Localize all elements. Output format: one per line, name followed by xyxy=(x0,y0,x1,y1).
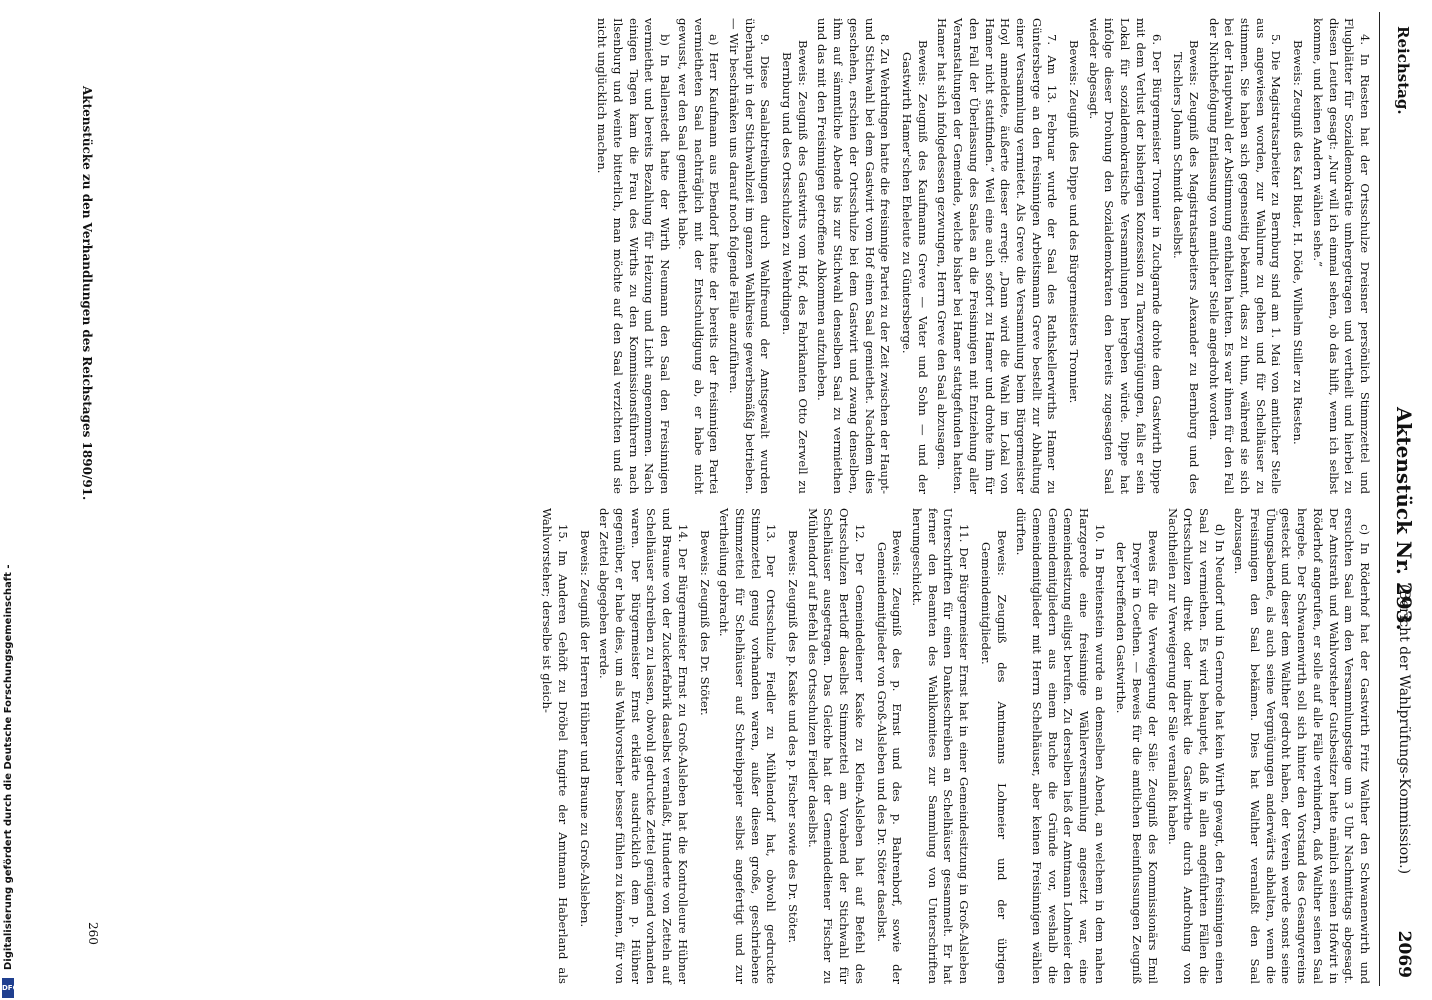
proof-paragraph: Beweis: Zeugniß des Dr. Stöter. xyxy=(697,530,712,716)
paragraph: 14. Der Bürgermeister Ernst zu Groß-Alsleben hat die Kontrolleure Hübner und Braune von der Zuckerfabrik daselbst veranlaßt, Hunderte von Zetteln auf Schelhäuser schreiben zu lassen, obwohl gedruckte Zettel genügend vorhanden waren. Der Bürgermeister Ernst erklärte ausdrücklich dem p. Hübner gegenüber, er habe dies, um als Wahlvorsteher besser fühlen zu können, für von der Zettel abgegeben werde. xyxy=(597,508,690,984)
paragraph: 9. Diese Saalabtreibungen durch Wahlfreund der Amtsgewalt wurden überhaupt in der Stichwahlzeit im ganzen Wahlkreise gewerbsmäßig betrieben. — Wir beschränken uns darauf noch folgende Fälle anzuführen. xyxy=(726,18,773,494)
proof-paragraph: Beweis: Zeugniß des p. Kaske und des p. Fischer sowie des Dr. Stöter. xyxy=(786,530,801,944)
paragraph: 12. Der Gemeindediener Kaske zu Klein-Alsleben hat auf Befehl des Ortsschulzen Bertloff daselbst Stimmzettel am Vorabend der Stichwahl für Schelhäuser ausgetragen. Das Gleiche hat der Gemeindediener Fischer zu Mühlendorf auf Befehl des Ortsschulzen Fiedler daselbst. xyxy=(805,508,867,984)
header-left: Reichstag. xyxy=(1394,26,1412,115)
paragraph: d) In Neudorf und in Gernrode hat kein Wirth gewagt, den freisinnigen einen Saal zu vermiethen. Es wird behauptet, daß in allen angeführten Fällen die Ortsschulzen direkt oder indirekt die Gastwirthe durch Androhung von Nachtheilen zur Verweigerung der Säle veranlaßt haben. xyxy=(1165,508,1227,984)
proof-paragraph: Beweis für die Verweigerung der Säle: Zeugniß des Kommissionärs Emil Dreyer in Coethen. — Beweis für die amtlichen Beeinflussungen Zeugniß der betreffenden Gastwirthe. xyxy=(1114,530,1160,984)
paragraph: 5. Die Magistratsarbeiter zu Bernburg sind am 1. Mai von amtlicher Stelle aus angewiesen worden, zur Wahlurne zu gehen und für Schelhäuser zu stimmen. Sie haben sich gegenseitig bekannt, dass zu thun, während sie sich bei der Hauptwahl der Abstimmung enthalten hatten. Es war ihnen für den Fall der Nichtbefolgung Entlassung von amtlicher Stelle angedroht worden. xyxy=(1206,18,1284,494)
footer-source: Aktenstücke zu den Verhandlungen des Reichstages 1890/91. xyxy=(80,86,94,501)
proof-paragraph: Beweis: Zeugniß des Magistratsarbeiters Alexander zu Bernburg und des Tischlers Johann Schmidt daselbst. xyxy=(1171,40,1201,494)
proof-paragraph: Beweis: Zeugniß des Kaufmanns Greve — Vater und Sohn — und der Gastwirth Hamer'schen Eheleute zu Güntersberge. xyxy=(900,40,930,494)
scanned-page xyxy=(37,4,1432,994)
page-number: 2069 xyxy=(1394,930,1414,978)
paragraph: c) In Röderhof hat der Gastwirth Fritz Walther den Schwanenwirth und ersuchten Saal am den Versammlungstage um 3 Uhr Nachmittags abgesagt. Der Amtsrath und Wahlvorsteher Gutsbesitzer hatte nämlich seinen Hofwirt in Röderhof angerufen, er solle auf alle Fälle verhindern, daß Walther seinen Saal hergebe. Der Schwanenwirth soll sich hinter den Vorstand des Gesangvereins gesteckt und dieser dem Walther gedroht haben, der Verein werde sonst seine Übungsabende, als auch seine Vergnügungen anderwärts abhalten, wenn die Freisinnigen den Saal bekämen. Dies hat Walther veranlaßt den Saal abzusagen. xyxy=(1232,508,1372,984)
paragraph: 6. Der Bürgermeister Tronnier in Zuchgarnde drohte dem Gastwirth Dippe mit dem Verlust der bisherigen Konzession zu Tanzvergnügungen, falls er sein Lokal für sozialdemokratische Versammlungen hergeben würde. Dippe hat infolge dieser Drohung den Sozialdemokraten den bereits zugesagten Saal wieder abgesagt. xyxy=(1086,18,1164,494)
paragraph: b) In Ballenstedt hatte der Wirth Neumann den Saal den Freisinnigen vermiethet und bereits Bezahlung für Heizung und Licht angenommen. Nach einigen Tagen kam die Frau des Wirths zu den Kommissionsführern nach Ilsenburg und weinte bitterlich, man möchte auf den Saal verzichten und sie nicht unglücklich machen. xyxy=(595,18,673,494)
credit-text: Digitalisierung gefördert durch die Deutsche Forschungsgemeinschaft - xyxy=(3,564,14,970)
paragraph: 13. Der Ortsschulze Fiedler zu Mühlendorf hat, obwohl gedruckte Stimmzettel genug vorhanden waren, außer diesen große, geschriebene Stimmzettel für Schelhäuser auf Schreibpapier selbst angefertigt und zur Vertheilung gebracht. xyxy=(717,508,779,984)
proof-paragraph: Beweis: Zeugniß des Gastwirts vom Hof, des Fabrikanten Otto Zerwell zu Bernburg und des Ortsschulzen zu Wehrdingen. xyxy=(780,40,810,494)
header-commission: (Bericht der Wahlprüfungs-Kommission.) xyxy=(1396,584,1412,875)
header-document-number: Aktenstück Nr. 293. xyxy=(1392,407,1416,631)
paragraph: 4. In Riesten hat der Ortsschulze Dreisner persönlich Stimmzettel und Flugblätter für Sozialdemokratie umhergetragen und vertheilt und hierbei zu diesen Leuten gesagt: „Nur will ich einmal sehen, ob das hilft, wenn ich selbst komme, und keinen Andern wählen sehe.“ xyxy=(1310,18,1372,494)
page-header xyxy=(1379,12,1426,986)
proof-paragraph: Beweis: Zeugniß des Dippe und des Bürgermeisters Tronnier. xyxy=(1067,40,1082,404)
paragraph: 15. Im Anderen Gehöft zu Dröbel fungirte der Amtmann Haberland als Wahlvorsteher; derselbe ist gleich- xyxy=(540,508,570,984)
dfg-logo: DFG xyxy=(2,978,14,998)
right-column xyxy=(535,508,1372,984)
paragraph: 8. Zu Wehrdingen hatte die freisinnige Partei zu der Zeit zwischen der Haupt- und Stichwahl bei dem Gastwirt vom Hof einen Saal gemiethet. Nachdem dies geschehen, erschien der Ortsschulze bei dem Gastwirt und zwang denselben, ihm auf sämmtliche Abende bis zur Stichwahl denselben Saal zu vermiethen und das mit den Freisinnigen getroffene Abkommen aufzuheben. xyxy=(815,18,893,494)
digitization-credit xyxy=(0,0,19,1000)
paragraph: 11. Der Bürgermeister Ernst hat in einer Gemeindesitzung in Groß-Alsleben Unterschriften für einen Dankeschreiben an Schelhäuser gesammelt. Er hat ferner den Beamten des Wahlkomitees zur Sammlung von Unterschriften herumgeschickt. xyxy=(910,508,972,984)
proof-paragraph: Beweis: Zeugniß der Herren Hübner und Braune zu Groß-Alsleben. xyxy=(577,530,592,928)
proof-paragraph: Beweis: Zeugniß des Karl Bider, H. Döde, Wilhelm Stiller zu Riesten. xyxy=(1291,40,1306,445)
footer-sheet-number: 260 xyxy=(86,922,100,945)
paragraph: a) Herr Kaufmann aus Ebendorf hatte der bereits der freisinnigen Partei vermietheten Saal nachträglich mit der Entschuldigung ab, er habe nicht gewusst, wer den Saal gemiethet habe. xyxy=(675,18,722,494)
proof-paragraph: Beweis: Zeugniß des Amtmanns Lohmeier und der übrigen Gemeindemitglieder. xyxy=(978,530,1009,984)
paragraph: 10. In Breitenstein wurde an demselben Abend, an welchem in dem nahen Harzgerode eine freisinnige Wählerversammlung angesetzt war, eine Gemeindesitzung eiligst berufen. Zu derselben ließ der Amtmann Lohmeier den Gemeindemitgliedern aus einem Buche die Gründe vor, weshalb die Gemeindemitglieder mit Herrn Schelhäuser, aber keinen Freisinnigen wählen dürften. xyxy=(1014,508,1107,984)
proof-paragraph: Beweis: Zeugniß des p. Ernst und des p. Bahrenborf, sowie der Gemeindemitglieder von Groß-Alsleben und des Dr. Stöter daselbst. xyxy=(874,530,905,984)
paragraph: 7. Am 13. Februar wurde der Saal des Rathskellerwirths Hamer zu Güntersberge an den freisinnigen Arbeitsmann Greve bestellt zur Abhaltung einer Versammlung vermietet. Als Greve die Versammlung beim Bürgermeister Hoyl anmeldete, äußerte dieser erregt: „Dann wird die Wahl im Lokal von Hamer nicht stattfinden.“ Weil eine auch sofort zu Hamer und drohte ihm für den Fall der Überlassung des Saales an die Freisinnigen mit Entziehung aller Veranstaltungen der Gemeinde, welche bisher bei Hamer stattgefunden hatten. Hamer hat sich infolgedessen gezwungen, Herrn Greve den Saal abzusagen. xyxy=(935,18,1060,494)
left-column xyxy=(590,18,1372,494)
